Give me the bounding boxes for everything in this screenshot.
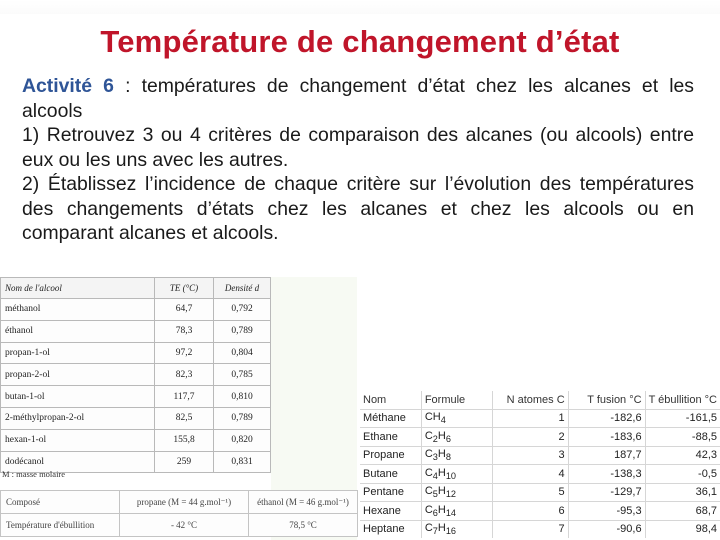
- alkane-boiling-point: -0,5: [645, 465, 720, 484]
- alkane-boiling-point: 42,3: [645, 446, 720, 465]
- formula-part: C: [424, 503, 433, 516]
- formula-part: H: [437, 485, 446, 498]
- alcohol-header-density: Densité d: [214, 278, 271, 299]
- alkane-formula: [421, 502, 492, 521]
- table-row: [360, 465, 720, 484]
- formula-part: C: [424, 485, 433, 498]
- alkane-name: Ethane: [360, 428, 421, 447]
- alcohol-te: 117,7: [155, 386, 214, 408]
- table-row: [1, 386, 271, 408]
- alcohol-name: éthanol: [1, 320, 155, 342]
- alkane-name: Hexane: [360, 502, 421, 521]
- alkane-name: Heptane: [360, 520, 421, 538]
- alcohol-density: 0,810: [214, 386, 271, 408]
- formula-part: H: [437, 522, 446, 535]
- alkane-melting-point: -95,3: [568, 502, 645, 521]
- alcohol-te: 155,8: [155, 429, 214, 451]
- table-row: [1, 299, 271, 321]
- alkane-name: Propane: [360, 446, 421, 465]
- alcohol-name: hexan-1-ol: [1, 429, 155, 451]
- alkane-name: Butane: [360, 465, 421, 484]
- formula-part: C: [424, 522, 433, 535]
- formula-part: H: [437, 503, 446, 516]
- formula-part: C: [424, 466, 433, 479]
- alcohol-name: méthanol: [1, 299, 155, 321]
- slide-title: Température de changement d’état: [100, 24, 620, 59]
- table-row: [1, 342, 271, 364]
- comparison-label: Température d'ébullition: [1, 514, 120, 537]
- comparison-row: [1, 514, 358, 537]
- alkane-formula: [421, 446, 492, 465]
- formula-subscript: 8: [445, 452, 451, 463]
- alkane-boiling-point: -161,5: [645, 409, 720, 428]
- alkane-name: Méthane: [360, 409, 421, 428]
- alcohol-header-te: TE (°C): [155, 278, 214, 299]
- alcohol-te: 64,7: [155, 299, 214, 321]
- formula-part: H: [437, 466, 446, 479]
- alkane-carbon-count: 3: [492, 446, 568, 465]
- activity-intro: [22, 74, 694, 123]
- alkane-formula: [421, 409, 492, 428]
- activity-intro-text: : températures de changement d’état chez les alcanes et les alcools: [22, 75, 694, 122]
- formula-part: CH: [424, 411, 441, 424]
- formula-part: H: [437, 448, 446, 461]
- alkane-boiling-point: 36,1: [645, 483, 720, 502]
- alcohol-te: 78,3: [155, 320, 214, 342]
- comparison-label: Composé: [1, 491, 120, 514]
- formula-subscript: 3: [432, 452, 438, 463]
- comparison-propane: propane (M = 44 g.mol⁻¹): [120, 491, 249, 514]
- alkane-header-ebullition: T ébullition °C: [645, 391, 720, 409]
- alcohol-density: 0,792: [214, 299, 271, 321]
- comparison-propane-value: - 42 °C: [120, 514, 249, 537]
- table-row: [1, 364, 271, 386]
- alcohol-te: 97,2: [155, 342, 214, 364]
- top-band: [0, 0, 720, 14]
- activity-text: [22, 74, 694, 246]
- alcohol-header-name: Nom de l'alcool: [1, 278, 155, 299]
- table-row: [1, 320, 271, 342]
- alcohol-name: butan-1-ol: [1, 386, 155, 408]
- alkane-carbon-count: 1: [492, 409, 568, 428]
- alcohol-te: 259: [155, 451, 214, 473]
- table-row: [1, 429, 271, 451]
- formula-part: C: [424, 448, 433, 461]
- alcohol-density: 0,831: [214, 451, 271, 473]
- alcohol-density: 0,789: [214, 407, 271, 429]
- alkane-boiling-point: -88,5: [645, 428, 720, 447]
- formula-subscript: 16: [445, 526, 456, 537]
- alkane-formula: [421, 483, 492, 502]
- formula-subscript: 6: [445, 433, 451, 444]
- alkane-formula: [421, 520, 492, 538]
- alkane-carbon-count: 5: [492, 483, 568, 502]
- alcohol-name: dodécanol: [1, 451, 155, 473]
- alcohol-name: 2-méthylpropan-2-ol: [1, 407, 155, 429]
- table-row: [360, 446, 720, 465]
- formula-part: H: [437, 429, 446, 442]
- formula-subscript: 5: [432, 489, 438, 500]
- alcohol-table: [0, 277, 271, 473]
- alcohol-density: 0,785: [214, 364, 271, 386]
- comparison-ethanol: éthanol (M = 46 g.mol⁻¹): [249, 491, 358, 514]
- alkane-header-formule: Formule: [421, 391, 492, 409]
- alkane-carbon-count: 4: [492, 465, 568, 484]
- alkane-carbon-count: 6: [492, 502, 568, 521]
- alkane-melting-point: -182,6: [568, 409, 645, 428]
- formula-subscript: 4: [432, 470, 438, 481]
- alkane-name: Pentane: [360, 483, 421, 502]
- alkane-melting-point: -183,6: [568, 428, 645, 447]
- alcohol-te: 82,5: [155, 407, 214, 429]
- formula-subscript: 10: [445, 470, 456, 481]
- alkane-melting-point: -129,7: [568, 483, 645, 502]
- formula-subscript: 2: [432, 433, 438, 444]
- alkane-melting-point: -90,6: [568, 520, 645, 538]
- alkane-table-header: [360, 391, 720, 409]
- alkane-carbon-count: 2: [492, 428, 568, 447]
- formula-subscript: 7: [432, 526, 438, 537]
- table-row: [1, 407, 271, 429]
- alcohol-density: 0,820: [214, 429, 271, 451]
- alkane-table: [360, 391, 720, 538]
- formula-part: C: [424, 429, 433, 442]
- alkane-formula: [421, 465, 492, 484]
- activity-label: Activité 6: [22, 75, 114, 97]
- alkane-carbon-count: 7: [492, 520, 568, 538]
- formula-subscript: 6: [432, 507, 438, 518]
- table-row: [360, 409, 720, 428]
- molar-mass-note: M : masse molaire: [2, 469, 66, 479]
- alkane-header-nom: Nom: [363, 393, 387, 406]
- alkane-formula: [421, 428, 492, 447]
- table-row: [360, 520, 720, 538]
- comparison-table: [0, 490, 358, 537]
- alkane-boiling-point: 98,4: [645, 520, 720, 538]
- formula-subscript: 12: [445, 489, 456, 500]
- question-1: 1) Retrouvez 3 ou 4 critères de comparaison des alcanes (ou alcools) entre eux ou les uns avec les autres.: [22, 124, 694, 171]
- alkane-header-fusion: T fusion °C: [568, 391, 645, 409]
- question-2: 2) Établissez l’incidence de chaque critère sur l’évolution des températures des changements d’états chez les alcanes et chez les alcools ou en comparant alcanes et alcools.: [22, 173, 694, 244]
- comparison-ethanol-value: 78,5 °C: [249, 514, 358, 537]
- alkane-header-natomes: N atomes C: [492, 391, 568, 409]
- table-row: [360, 502, 720, 521]
- alcohol-name: propan-1-ol: [1, 342, 155, 364]
- alcohol-density: 0,789: [214, 320, 271, 342]
- alkane-melting-point: 187,7: [568, 446, 645, 465]
- alcohol-table-header: [1, 278, 271, 299]
- formula-subscript: 4: [440, 415, 446, 426]
- table-row: [360, 428, 720, 447]
- table-row: [360, 483, 720, 502]
- alkane-boiling-point: 68,7: [645, 502, 720, 521]
- alcohol-name: propan-2-ol: [1, 364, 155, 386]
- alcohol-density: 0,804: [214, 342, 271, 364]
- alkane-melting-point: -138,3: [568, 465, 645, 484]
- comparison-row: [1, 491, 358, 514]
- alcohol-te: 82,3: [155, 364, 214, 386]
- formula-subscript: 14: [445, 507, 456, 518]
